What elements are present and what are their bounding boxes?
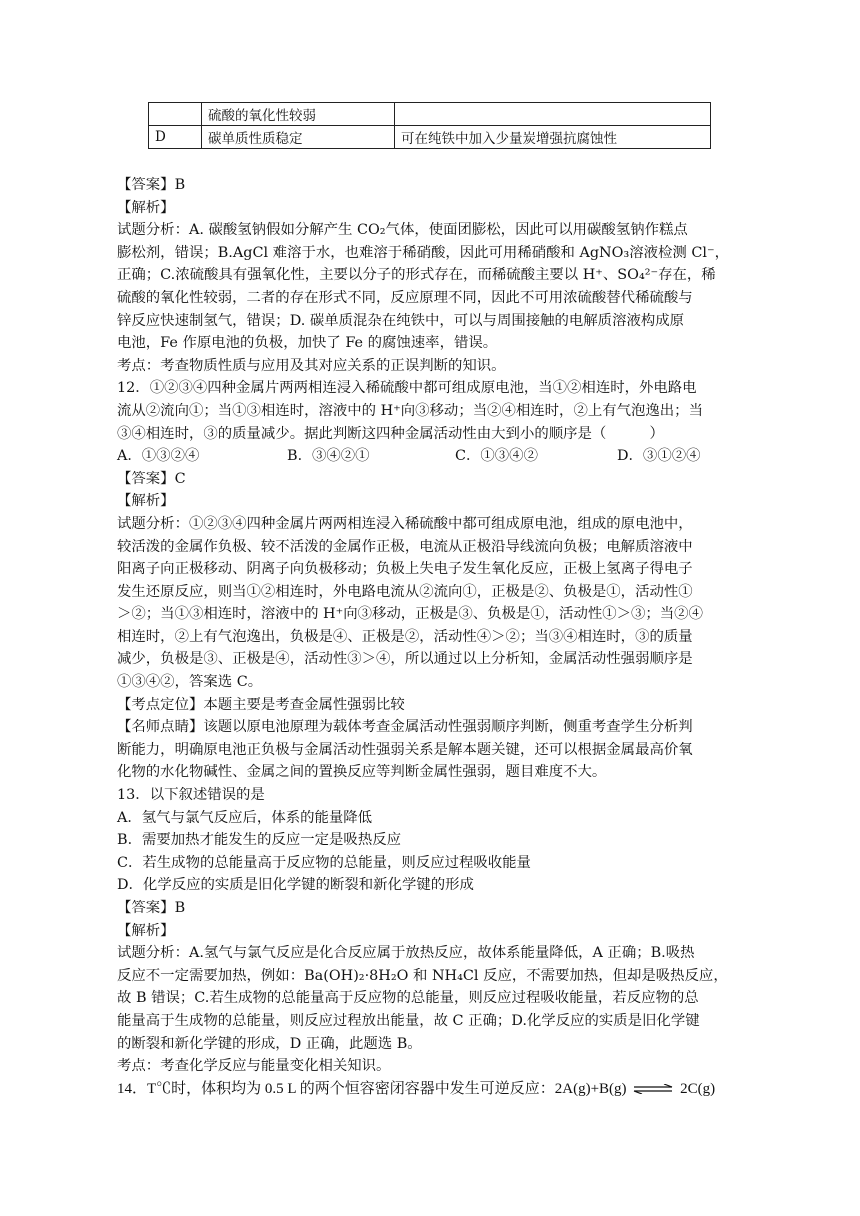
option-c: C．①③④② (455, 448, 538, 465)
text-line: 【名师点睛】该题以原电池原理为载体考查金属活动性强弱顺序判断，侧重考查学生分析判 (117, 719, 693, 736)
text-line: 断能力，明确原电池正负极与金属活动性强弱关系是解本题关键，还可以根据金属最高价氧 (117, 741, 693, 758)
q12-options (117, 445, 737, 468)
text-line: 阳离子向正极移动、阴离子向负极移动；负极上失电子发生氧化反应，正极上氢离子得电子 (117, 561, 693, 578)
document-body (117, 174, 737, 1100)
option-a: A．①③②④ (117, 448, 200, 465)
text-line: 发生还原反应，则当①②相连时，外电路电流从②流向①，正极是②、负极是①，活动性① (117, 583, 693, 600)
text-line: 的断裂和新化学键的形成，D 正确，此题选 B。 (117, 1035, 422, 1052)
text-line: 考点：考查物质性质与应用及其对应关系的正误判断的知识。 (117, 357, 506, 374)
text-line: 试题分析：A.氢气与氯气反应是化合反应属于放热反应，故体系能量降低，A 正确；B.吸热 (117, 945, 695, 962)
question-14-line (117, 1078, 737, 1101)
text-line: 【解析】 (117, 922, 175, 939)
text-line: 正确；C.浓硫酸具有强氧化性，主要以分子的形式存在，而稀硫酸主要以 H⁺、SO₄²⁻存在，稀 (117, 267, 716, 284)
text-line: B．需要加热才能发生的反应一定是吸热反应 (117, 832, 401, 849)
text-line: 【解析】 (117, 493, 175, 510)
option-b: B．③④②① (287, 448, 370, 465)
text-line: 相连时，②上有气泡逸出，负极是④、正极是②，活动性④＞②；当③④相连时，③的质量 (117, 628, 693, 645)
table-row (149, 126, 711, 149)
table-cell (395, 103, 711, 126)
text-line: 较活泼的金属作负极、较不活泼的金属作正极，电流从正极沿导线流向负极；电解质溶液中 (117, 538, 693, 555)
text-line: A．氢气与氯气反应后，体系的能量降低 (117, 809, 373, 826)
table-cell: 可在纯铁中加入少量炭增强抗腐蚀性 (395, 126, 711, 149)
text-line: 12．①②③④四种金属片两两相连浸入稀硫酸中都可组成原电池，当①②相连时，外电路电 (117, 380, 697, 397)
text-line: ①③④②，答案选 C。 (117, 674, 263, 691)
q14-suffix: 2C(g) (680, 1080, 716, 1097)
text-line: 电池，Fe 作原电池的负极，加快了 Fe 的腐蚀速率，错误。 (117, 335, 498, 352)
text-line: 流从②流向①；当①③相连时，溶液中的 H⁺向③移动；当②④相连时，②上有气泡逸出；当 (117, 402, 703, 419)
text-line: 锌反应快速制氢气，错误；D. 碳单质混杂在纯铁中，可以与周围接触的电解质溶液构成原 (117, 312, 685, 329)
text-line: ③④相连时，③的质量减少。据此判断这四种金属活动性由大到小的顺序是（ ） (117, 425, 664, 442)
text-line: 减少，负极是③、正极是④，活动性③＞④，所以通过以上分析知，金属活动性强弱顺序是 (117, 651, 693, 668)
table-row (149, 103, 711, 126)
text-line: 【考点定位】本题主要是考查金属性强弱比较 (117, 696, 405, 713)
text-line: 考点：考查化学反应与能量变化相关知识。 (117, 1058, 391, 1075)
text-line: 【解析】 (117, 199, 175, 216)
equilibrium-arrow-icon (630, 1084, 676, 1094)
text-line: 能量高于生成物的总能量，则反应过程放出能量，故 C 正确；D.化学反应的实质是旧化学键 (117, 1012, 700, 1029)
text-line: C．若生成物的总能量高于反应物的总能量，则反应过程吸收能量 (117, 854, 531, 871)
text-line: 硫酸的氧化性较弱，二者的存在形式不同，反应原理不同，因此不可用浓硫酸替代稀硫酸与 (117, 289, 693, 306)
text-line: 【答案】B (117, 900, 186, 916)
text-line: 反应不一定需要加热，例如：Ba(OH)₂·8H₂O 和 NH₄Cl 反应，不需要加热，但却是吸热反应， (117, 967, 728, 984)
text-line: 试题分析：A. 碳酸氢钠假如分解产生 CO₂气体，使面团膨松，因此可以用碳酸氢钠作糕点 (117, 222, 688, 239)
text-line: 膨松剂，错误；B.AgCl 难溶于水，也难溶于稀硝酸，因此可用稀硝酸和 AgNO₃溶液检测 Cl⁻， (117, 244, 729, 261)
text-line: ＞②；当①③相连时，溶液中的 H⁺向③移动，正极是③、负极是①，活动性①＞③；当②④ (117, 606, 703, 623)
text-line: 13．以下叙述错误的是 (117, 787, 265, 804)
table-cell: D (149, 126, 202, 149)
text-line: 【答案】C (117, 470, 186, 487)
table-cell: 碳单质性质稳定 (202, 126, 395, 149)
table-cell: 硫酸的氧化性较弱 (202, 103, 395, 126)
text-line: 试题分析：①②③④四种金属片两两相连浸入稀硫酸中都可组成原电池，组成的原电池中， (117, 515, 693, 532)
table-cell (149, 103, 202, 126)
text-line: 【答案】B (117, 177, 186, 193)
text-line: 故 B 错误；C.若生成物的总能量高于反应物的总能量，则反应过程吸收能量，若反应物的总 (117, 990, 699, 1007)
text-line: D．化学反应的实质是旧化学键的断裂和新化学键的形成 (117, 877, 474, 894)
text-line: 化物的水化物碱性、金属之间的置换反应等判断金属性强弱，题目难度不大。 (117, 764, 607, 781)
options-table (148, 102, 711, 149)
option-d: D．③①②④ (617, 448, 701, 465)
q14-prefix: 14．T℃时，体积均为 0.5 L 的两个恒容密闭容器中发生可逆反应：2A(g)+B(g) (117, 1080, 627, 1097)
